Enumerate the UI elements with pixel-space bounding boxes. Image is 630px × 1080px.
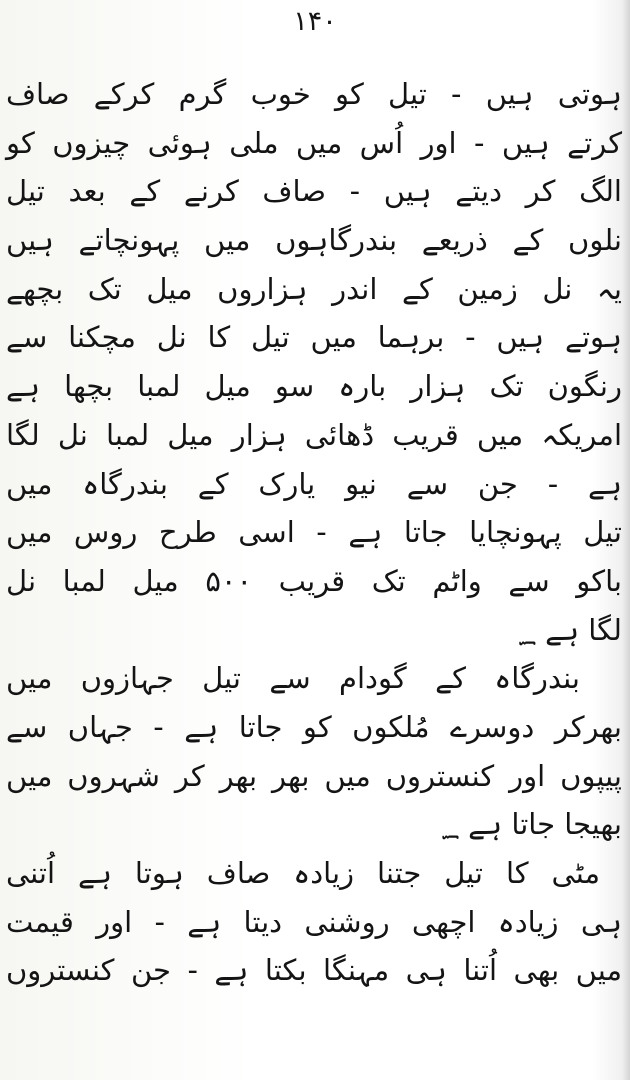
text-line: نلوں کے ذریعے بندرگاہوں میں پہونچاتے ہیں xyxy=(6,223,622,258)
page-number: ١۴٠ xyxy=(293,6,337,37)
text-line: تیل پہونچایا جاتا ہے - اسی طرح روس میں xyxy=(6,515,622,550)
text-line: ہوتے ہیں - برہما میں تیل کا نل مچکنا سے xyxy=(6,320,622,355)
paragraph-start-line: مٹی کا تیل جتنا زیادہ صاف ہوتا ہے اُتنی xyxy=(6,856,600,890)
text-line: یہ نل زمین کے اندر ہزاروں میل تک بچھے xyxy=(6,271,622,306)
text-line: رنگون تک ہزار بارہ سو میل لمبا بچھا ہے xyxy=(6,369,622,404)
paragraph-end-line: لگا ہے ؁ xyxy=(518,612,622,647)
text-line: الگ کر دیتے ہیں - صاف کرنے کے بعد تیل xyxy=(6,174,622,209)
text-line: ہے - جن سے نیو یارک کے بندرگاہ میں xyxy=(6,466,622,501)
text-line: ہوتی ہیں - تیل کو خوب گرم کرکے صاف xyxy=(6,77,622,111)
text-line: ہی زیادہ اچھی روشنی دیتا ہے - اور قیمت xyxy=(6,904,622,939)
text-line: بھرکر دوسرے مُلکوں کو جاتا ہے - جہاں سے xyxy=(6,709,622,744)
text-line: امریکہ میں قریب ڈھائی ہزار میل لمبا نل لگا xyxy=(6,417,622,452)
text-line: کرتے ہیں - اور اُس میں ملی ہوئی چیزوں کو xyxy=(6,125,622,160)
body-text xyxy=(0,70,630,995)
paragraph-start-line: بندرگاہ کے گودام سے تیل جہازوں میں xyxy=(6,661,580,696)
text-line: باکو سے واٹم تک قریب ۵٠٠ میل لمبا نل xyxy=(6,563,623,598)
paragraph-end-line: بھیجا جاتا ہے ؁ xyxy=(441,807,622,842)
text-line: میں بھی اُتنا ہی مہنگا بکتا ہے - جن کنستروں xyxy=(6,953,622,988)
text-line: پیپوں اور کنستروں میں بھر بھر کر شہروں میں xyxy=(6,758,622,793)
